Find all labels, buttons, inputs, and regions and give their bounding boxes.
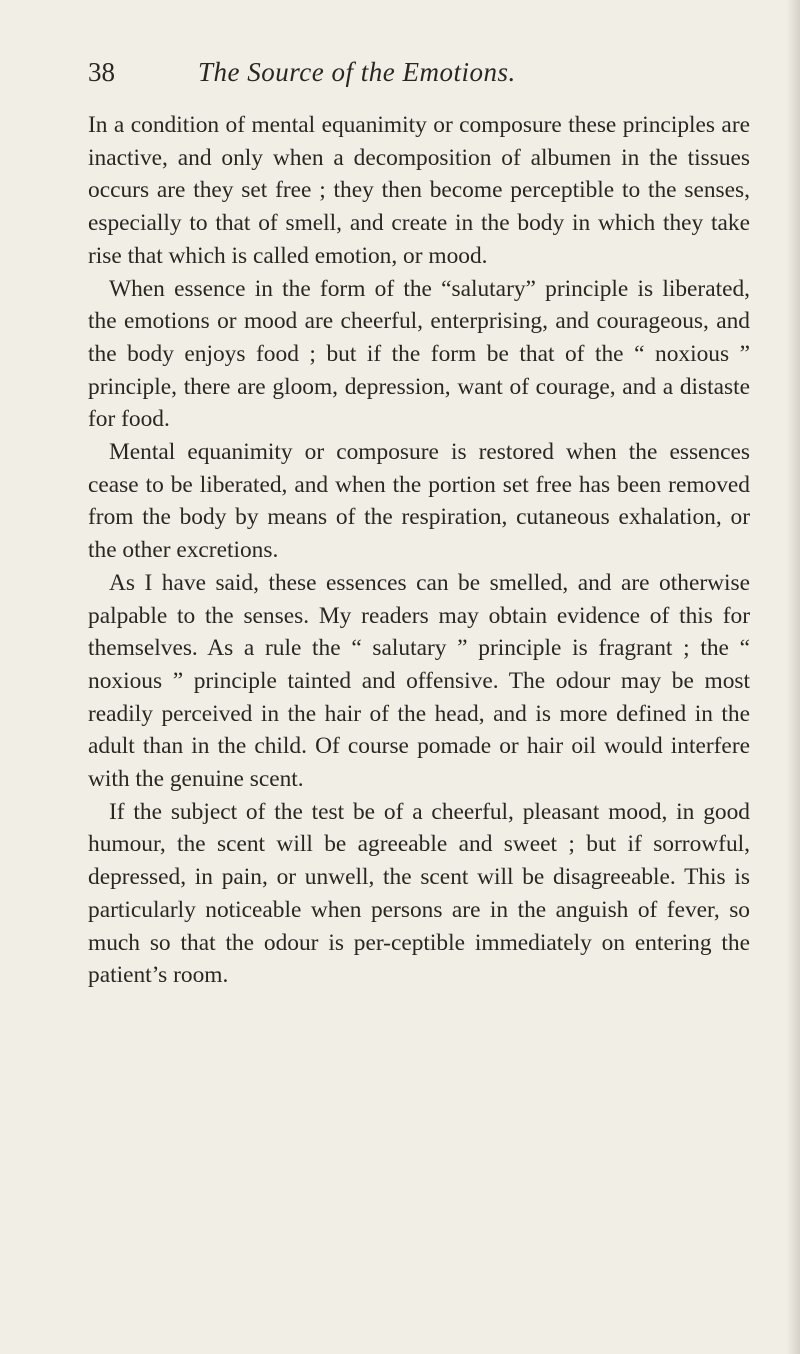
- paragraph-1: In a condition of mental equanimity or composure these principles are inactive, and only when a decomposition of albumen in the tissues occurs are they set free ; they then become perceptible to the senses, especially to that of smell, and create in the body in which they take rise that which is called emotion, or mood.: [88, 112, 750, 269]
- paragraph-5: If the subject of the test be of a cheerful, pleasant mood, in good humour, the scent will be agreeable and sweet ; but if sorrowful, depressed, in pain, or unwell, the scent will be disagreeable. This is particularly noticeable when persons are in the anguish of fever, so much so that the odour is per-ceptible immediately on entering the patient’s room.: [88, 798, 750, 989]
- page-edge-shadow: [786, 0, 800, 1354]
- page-header: [88, 52, 748, 92]
- running-title: The Source of the Emotions.: [198, 57, 516, 87]
- paragraph-4: As I have said, these essences can be smelled, and are otherwise palpable to the senses. My readers may obtain evidence of this for themselves. As a rule the “ salutary ” principle is fragrant ; the “ noxious ” principle tainted and offensive. The odour may be most readily perceived in the hair of the head, and is more defined in the adult than in the child. Of course pomade or hair oil would interfere with the genuine scent.: [88, 569, 750, 793]
- body-text: [88, 109, 750, 992]
- paragraph-2: When essence in the form of the “salutary” principle is liberated, the emotions or mood are cheerful, enterprising, and courageous, and the body enjoys food ; but if the form be that of the “ noxious ” principle, there are gloom, depression, want of courage, and a distaste for food.: [88, 275, 750, 433]
- paragraph-3: Mental equanimity or composure is restored when the essences cease to be liberated, and when the portion set free has been removed from the body by means of the respiration, cutaneous exhalation, or the other excretions.: [88, 439, 750, 564]
- page-number: 38: [88, 57, 115, 87]
